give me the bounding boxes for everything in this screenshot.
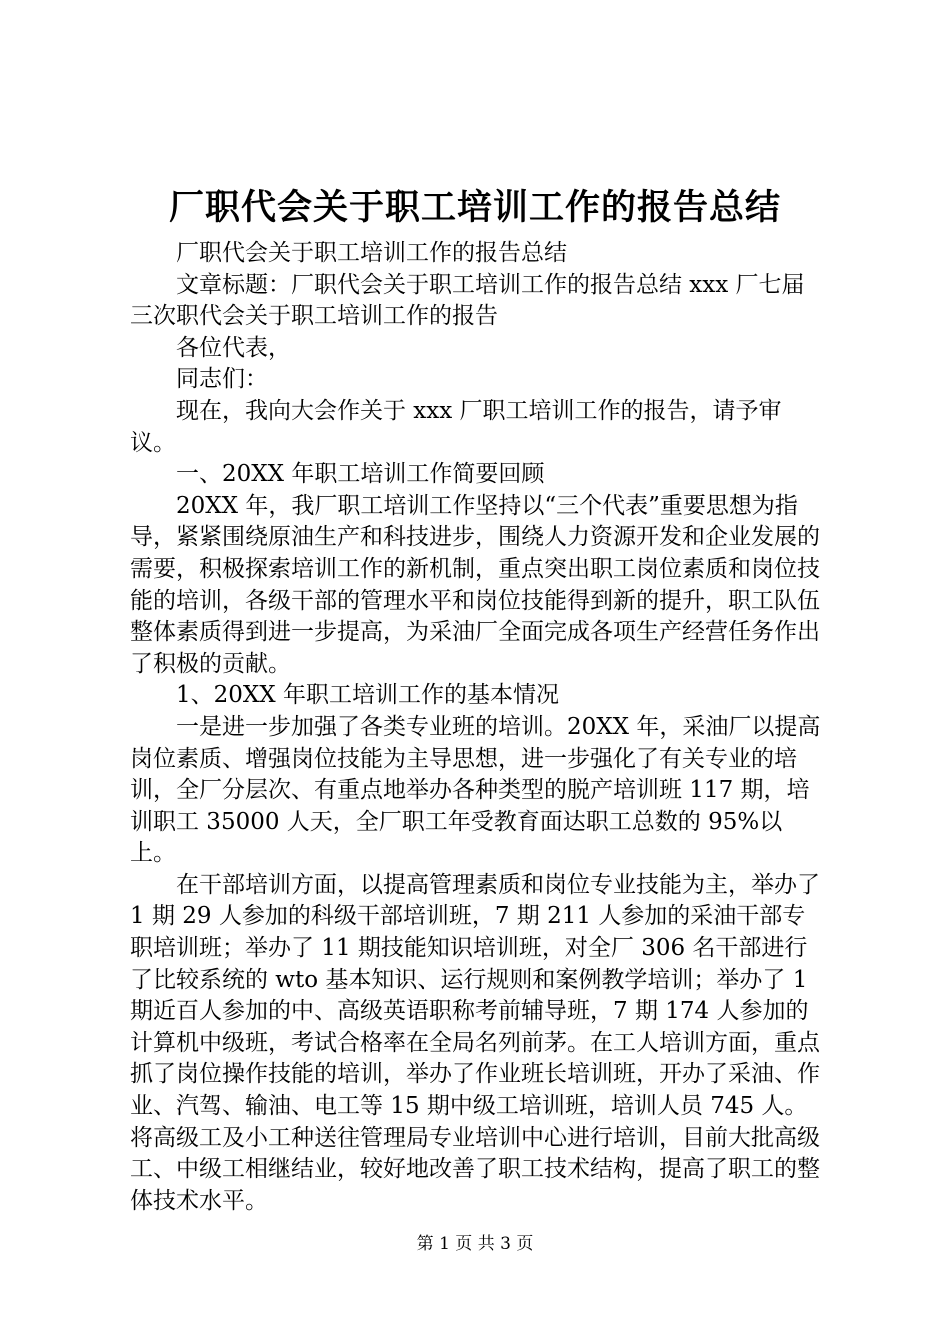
paragraph-cadre-worker-training: 在干部培训方面，以提高管理素质和岗位专业技能为主，举办了 1 期 29 人参加的科级干部培训班，7 期 211 人参加的采油干部专职培训班；举办了 11 期技能知识培训班，对全厂 306 名干部进行了比较系统的 wto 基本知识、运行规则和案例教学培训；举办了 1 期近百人参加的中、高级英语职称考前辅导班，7 期 174 人参加的计算机中级班，考试合格率在全局名列前茅。在工人培训方面，重点抓了岗位操作技能的培训，举办了作业班长培训班，开办了采油、作业、汽驾、输油、电工等 15 期中级工培训班，培训人员 745 人。将高级工及小工种送往管理局专业培训中心进行培训，目前大批高级工、中级工相继结业，较好地改善了职工技术结构，提高了职工的整体技术水平。 [130, 871, 828, 1214]
paragraph-review: 20XX 年，我厂职工培训工作坚持以“三个代表”重要思想为指导，紧紧围绕原油生产和科技进步，围绕人力资源开发和企业发展的需要，积极探索培训工作的新机制，重点突出职工岗位素质和岗位技能的培训，各级干部的管理水平和岗位技能得到新的提升，职工队伍整体素质得到进一步提高，为采油厂全面完成各项生产经营任务作出了积极的贡献。 [130, 492, 820, 677]
document-body [130, 238, 828, 1217]
paragraph-subtitle: 厂职代会关于职工培训工作的报告总结 [176, 240, 567, 266]
paragraph-article-title: 文章标题：厂职代会关于职工培训工作的报告总结 xxx 厂七届三次职代会关于职工培训工作的报告 [130, 271, 805, 330]
page-title: 厂职代会关于职工培训工作的报告总结 [168, 187, 781, 228]
paragraph-salutation-representatives: 各位代表， [176, 334, 291, 361]
paragraph-opening: 现在，我向大会作关于 xxx 厂职工培训工作的报告，请予审议。 [130, 397, 782, 456]
page-number-footer: 第 1 页 共 3 页 [416, 1234, 534, 1254]
paragraph-salutation-comrades: 同志们： [176, 366, 268, 393]
subsection-heading-basic-situation: 1、20XX 年职工培训工作的基本情况 [176, 682, 559, 709]
section-heading-review: 一、20XX 年职工培训工作简要回顾 [176, 461, 545, 488]
paragraph-specialized-training: 一是进一步加强了各类专业班的培训。20XX 年，采油厂以提高岗位素质、增强岗位技能为主导思想，进一步强化了有关专业的培训，全厂分层次、有重点地举办各种类型的脱产培训班 117 期，培训职工 35000 人天，全厂职工年受教育面达职工总数的 95%以上。 [130, 713, 821, 867]
